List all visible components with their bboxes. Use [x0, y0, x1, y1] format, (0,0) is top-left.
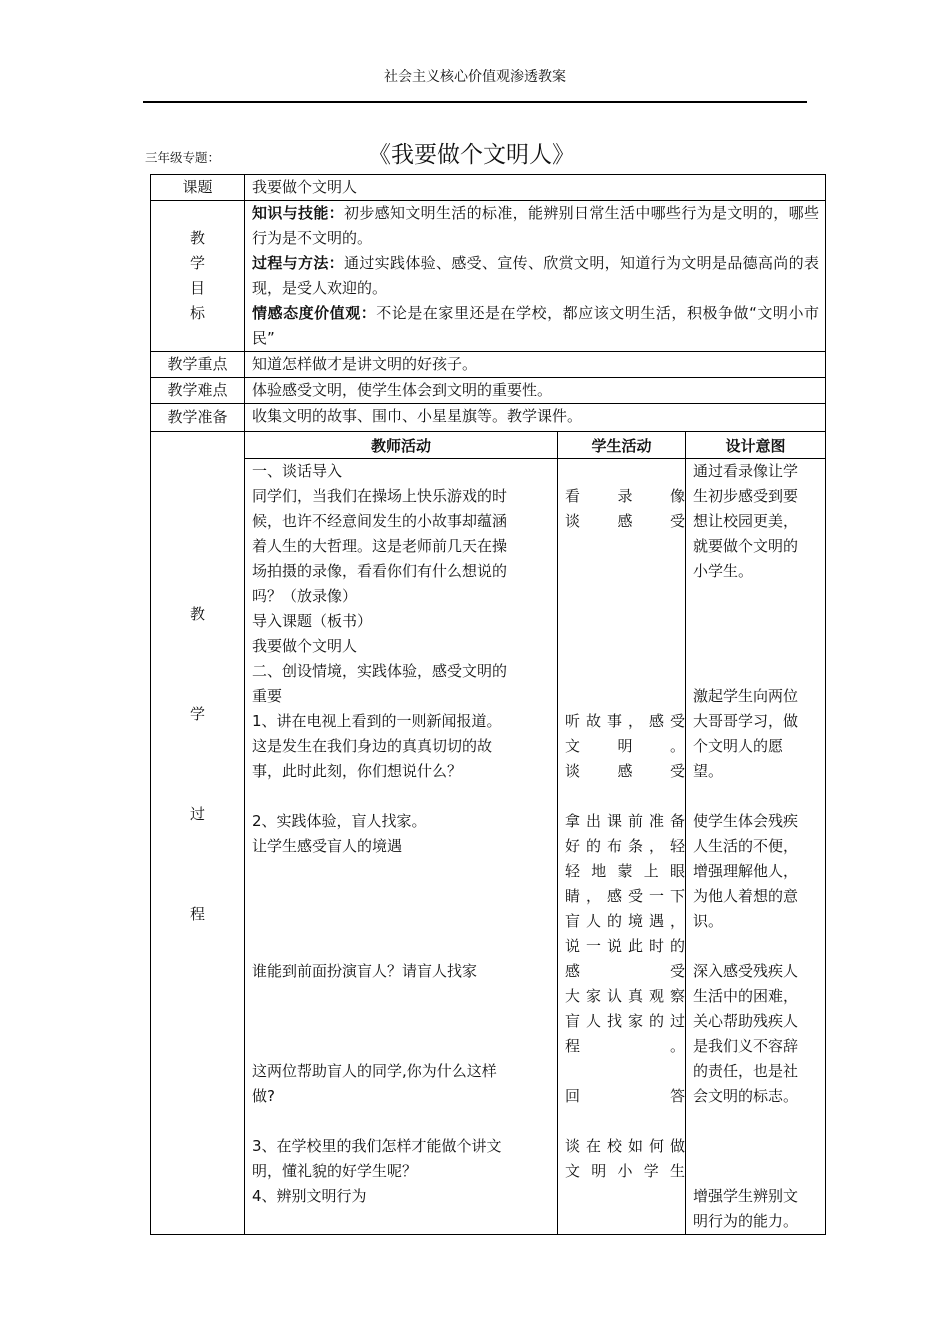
design-intent-line: 人生活的不便，: [693, 837, 799, 855]
teacher-activity-line: [252, 1034, 557, 1059]
teacher-activity-line: 我要做个文明人: [252, 637, 358, 655]
preparation-row: [151, 404, 826, 432]
teacher-activity-line: 候，也许不经意间发生的小故事却蕴涵: [252, 512, 508, 530]
process-body-row: [151, 459, 826, 1235]
design-intent-line: 就要做个文明的: [693, 537, 799, 555]
student-activity-line: [565, 1109, 685, 1134]
student-activity-cell: [558, 459, 686, 1235]
preparation-value: 收集文明的故事、围巾、小星星旗等。教学课件。: [245, 404, 826, 432]
student-activity-line: 程。: [565, 1037, 685, 1055]
student-activity-line: 盲人找家的过: [565, 1012, 685, 1030]
teacher-activity-line: 事，此时此刻，你们想说什么？: [252, 762, 463, 780]
design-intent-line: [693, 1159, 825, 1184]
goal-text: 初步感知文明生活的标准，能辨别日常生活中哪些行为是文明的，哪些行为是不文明的。: [252, 204, 819, 247]
design-intent-line: 关心帮助残疾人: [693, 1012, 799, 1030]
goals-content: [245, 201, 826, 352]
student-activity-line: 轻地蒙上眼: [565, 862, 685, 880]
topic-row: [151, 175, 826, 201]
teacher-activity-line: 场拍摄的录像，看看你们有什么想说的: [252, 562, 508, 580]
design-intent-line: 望。: [693, 762, 724, 780]
design-intent-line: 明行为的能力。: [693, 1212, 799, 1230]
student-activity-line: [565, 559, 685, 584]
preparation-label: 教学准备: [151, 404, 245, 432]
goal-knowledge: [252, 201, 825, 251]
process-label-char: 学: [189, 705, 205, 723]
design-intent-line: 大哥哥学习，做: [693, 712, 799, 730]
goal-head: 知识与技能：: [252, 204, 344, 222]
design-intent-line: [693, 584, 825, 609]
student-activity-line: [565, 1184, 685, 1209]
student-activity-line: [565, 684, 685, 709]
student-activity-line: 大家认真观察: [565, 987, 685, 1005]
goals-label-char: 标: [189, 304, 205, 322]
teacher-activity-line: 着人生的大哲理。这是老师前几天在操: [252, 537, 508, 555]
design-intent-line: [693, 609, 825, 634]
teacher-activity-line: 1、讲在电视上看到的一则新闻报道。: [252, 712, 502, 730]
goal-head: 情感态度价值观：: [252, 304, 377, 322]
goals-label-char: 学: [189, 254, 205, 272]
page-header: 社会主义核心价值观渗透教案: [384, 69, 566, 85]
difficulty-label: 教学难点: [151, 378, 245, 404]
design-intent-line: [693, 784, 825, 809]
student-activity-line: 谈感受: [565, 762, 685, 780]
student-activity-line: 听故事，感受: [565, 712, 685, 730]
design-intent-line: 小学生。: [693, 562, 754, 580]
difficulty-value: 体验感受文明，使学生体会到文明的重要性。: [245, 378, 826, 404]
student-activity-line: 回答: [565, 1087, 685, 1105]
goals-label-char: 目: [189, 279, 205, 297]
document-title: 《我要做个文明人》: [368, 142, 575, 168]
difficulty-row: [151, 378, 826, 404]
process-label-char: 过: [189, 805, 205, 823]
process-label: [151, 432, 245, 1235]
teacher-activity-line: 二、创设情境，实践体验，感受文明的: [252, 662, 508, 680]
student-activity-line: [565, 784, 685, 809]
teacher-activity-line: 4、辨别文明行为: [252, 1187, 367, 1205]
student-activity-line: 谈感受: [565, 512, 685, 530]
teacher-activity-line: 明，懂礼貌的好学生呢？: [252, 1162, 418, 1180]
student-activity-line: [565, 584, 685, 609]
student-activity-line: 睛，感受一下: [565, 887, 685, 905]
design-intent-line: 通过看录像让学: [693, 462, 799, 480]
teacher-activity-line: 导入课题（板书）: [252, 612, 373, 630]
student-activity-line: 文明。: [565, 737, 685, 755]
student-activity-line: 盲人的境遇，: [565, 912, 685, 930]
teacher-activity-line: 同学们，当我们在操场上快乐游戏的时: [252, 487, 508, 505]
goals-row: [151, 201, 826, 352]
design-intent-line: 使学生体会残疾: [693, 812, 799, 830]
goal-text: 通过实践体验、感受、宣传、欣赏文明，知道行为文明是品德高尚的表现，是受人欢迎的。: [252, 254, 819, 297]
student-activity-line: [565, 534, 685, 559]
student-activity-line: 看录像: [565, 487, 685, 505]
teacher-activity-cell: [245, 459, 558, 1235]
design-intent-line: 是我们义不容辞: [693, 1037, 799, 1055]
grade-label: 三年级专题：: [145, 150, 221, 165]
student-activity-header: 学生活动: [558, 432, 686, 459]
student-activity-line: [565, 634, 685, 659]
student-activity-line: [565, 1059, 685, 1084]
design-intent-line: 识。: [693, 912, 724, 930]
teacher-activity-line: [252, 884, 557, 909]
teacher-activity-line: 做?: [252, 1087, 275, 1105]
topic-label: 课题: [151, 175, 245, 201]
goal-head: 过程与方法：: [252, 254, 344, 272]
design-intent-line: 会文明的标志。: [693, 1087, 799, 1105]
teacher-activity-line: [252, 1009, 557, 1034]
student-activity-line: [565, 659, 685, 684]
design-intent-line: [693, 934, 825, 959]
teacher-activity-line: [252, 909, 557, 934]
teacher-activity-line: [252, 859, 557, 884]
design-intent-line: 增强学生辨别文: [693, 1187, 799, 1205]
teacher-activity-line: [252, 934, 557, 959]
teacher-activity-line: 一、谈话导入: [252, 462, 343, 480]
student-activity-line: [565, 459, 685, 484]
design-intent-line: 激起学生向两位: [693, 687, 799, 705]
goals-label: [151, 201, 245, 352]
goal-text: 不论是在家里还是在学校，都应该文明生活，积极争做“文明小市民”: [252, 304, 819, 347]
teacher-activity-line: 重要: [252, 687, 283, 705]
design-intent-line: 生初步感受到要: [693, 487, 799, 505]
design-intent-line: 深入感受残疾人: [693, 962, 799, 980]
student-activity-line: 拿出课前准备: [565, 812, 685, 830]
teacher-activity-line: 2、实践体验，盲人找家。: [252, 812, 427, 830]
teacher-activity-line: [252, 984, 557, 1009]
teacher-activity-header: 教师活动: [245, 432, 558, 459]
goals-label-char: 教: [189, 229, 205, 247]
teacher-activity-line: 这两位帮助盲人的同学,你为什么这样: [252, 1062, 497, 1080]
design-intent-line: [693, 659, 825, 684]
teacher-activity-line: 让学生感受盲人的境遇: [252, 837, 403, 855]
design-intent-header: 设计意图: [686, 432, 826, 459]
teacher-activity-line: 这是发生在我们身边的真真切切的故: [252, 737, 493, 755]
student-activity-line: 好的布条，轻: [565, 837, 685, 855]
header-rule: [143, 101, 807, 103]
teacher-activity-line: [252, 1109, 557, 1134]
design-intent-line: 的责任，也是社: [693, 1062, 799, 1080]
design-intent-line: 为他人着想的意: [693, 887, 799, 905]
student-activity-line: 感受: [565, 962, 685, 980]
design-intent-line: [693, 634, 825, 659]
process-label-char: 教: [189, 605, 205, 623]
key-point-label: 教学重点: [151, 352, 245, 378]
student-activity-line: [565, 609, 685, 634]
student-activity-line: 文明小学生: [565, 1162, 685, 1180]
lesson-plan-table: [150, 174, 826, 1235]
student-activity-line: 谈在校如何做: [565, 1137, 685, 1155]
design-intent-line: 个文明人的愿: [693, 737, 784, 755]
process-label-char: 程: [189, 905, 205, 923]
design-intent-line: 生活中的困难，: [693, 987, 799, 1005]
teacher-activity-line: 谁能到前面扮演盲人？请盲人找家: [252, 962, 478, 980]
design-intent-line: 想让校园更美，: [693, 512, 799, 530]
teacher-activity-line: 吗？（放录像）: [252, 587, 358, 605]
goal-attitude: [252, 301, 825, 351]
teacher-activity-line: [252, 784, 557, 809]
design-intent-line: [693, 1109, 825, 1134]
key-point-row: [151, 352, 826, 378]
process-header-row: [151, 432, 826, 459]
student-activity-line: 说一说此时的: [565, 937, 685, 955]
design-intent-cell: [686, 459, 826, 1235]
design-intent-line: 增强理解他人，: [693, 862, 799, 880]
design-intent-line: [693, 1134, 825, 1159]
topic-value: 我要做个文明人: [245, 175, 826, 201]
goal-process: [252, 251, 825, 301]
teacher-activity-line: 3、在学校里的我们怎样才能做个讲文: [252, 1137, 502, 1155]
key-point-value: 知道怎样做才是讲文明的好孩子。: [245, 352, 826, 378]
